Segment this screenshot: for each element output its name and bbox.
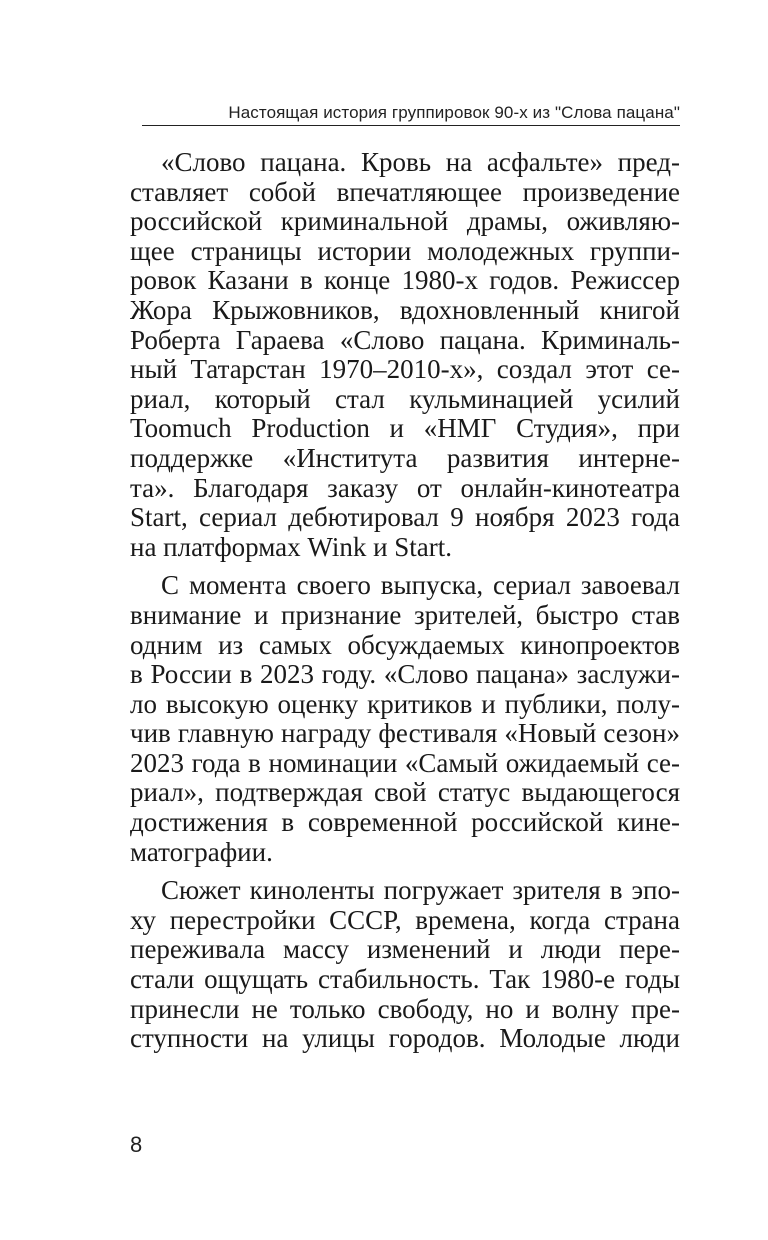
text-line: ставляет собой впечатляющее произведение [130, 176, 680, 207]
text-line: чив главную награду фестиваля «Новый сезон» [130, 718, 680, 749]
text-line: риал», подтверждая свой статус выдающегося [130, 777, 680, 808]
paragraph-2 [130, 571, 680, 867]
text-line: принесли не только свободу, но и волну пре- [130, 993, 680, 1024]
running-head-rule [142, 125, 680, 126]
text-line: стали ощущать стабильность. Так 1980-е годы [130, 964, 680, 995]
text-line: на платформах Wink и Start. [130, 531, 453, 562]
text-line: ху перестройки СССР, времена, когда страна [130, 904, 680, 935]
text-line: С момента своего выпуска, сериал завоевал [161, 570, 680, 601]
paragraph-1 [130, 148, 680, 562]
body-text [130, 148, 680, 1054]
text-line: ступности на улицы городов. Молодые люди [130, 1023, 680, 1054]
text-line: поддержке «Института развития интерне- [130, 442, 680, 473]
text-line: российской криминальной драмы, оживляю- [130, 206, 680, 237]
text-line: та». Благодаря заказу от онлайн-кинотеатра [130, 472, 680, 503]
text-line: 2023 года в номинации «Самый ожидаемый се- [130, 747, 680, 778]
text-line: Роберта Гараева «Слово пацана. Криминаль- [130, 324, 680, 355]
text-line: риал, который стал кульминацией усилий [130, 383, 680, 414]
running-head: Настоящая история группировок 90-х из "Слова пацана" [228, 103, 680, 122]
text-line: достижения в современной российской кине- [130, 807, 680, 838]
paragraph-3 [130, 876, 680, 1054]
text-line: Toomuch Production и «НМГ Студия», при [130, 413, 680, 444]
text-line: ровок Казани в конце 1980-х годов. Режиссер [130, 265, 680, 296]
text-line: в России в 2023 году. «Слово пацана» заслужи- [130, 659, 680, 690]
text-line: щее страницы истории молодежных группи- [130, 235, 680, 266]
text-line: переживала массу изменений и люди пере- [130, 934, 680, 965]
text-line: Сюжет киноленты погружает зрителя в эпо- [161, 875, 680, 906]
text-line: одним из самых обсуждаемых кинопроектов [130, 629, 680, 660]
text-line: Start, сериал дебютировал 9 ноября 2023 года [130, 502, 680, 533]
text-line: ный Татарстан 1970–2010-х», создал этот се- [130, 354, 680, 385]
text-line: матографии. [130, 836, 273, 867]
text-line: внимание и признание зрителей, быстро став [130, 599, 680, 630]
text-line: ло высокую оценку критиков и публики, полу- [130, 688, 680, 719]
text-line: «Слово пацана. Кровь на асфальте» пред- [161, 147, 680, 177]
text-line: Жора Крыжовников, вдохновленный книгой [130, 294, 680, 325]
page-number: 8 [130, 1132, 143, 1157]
